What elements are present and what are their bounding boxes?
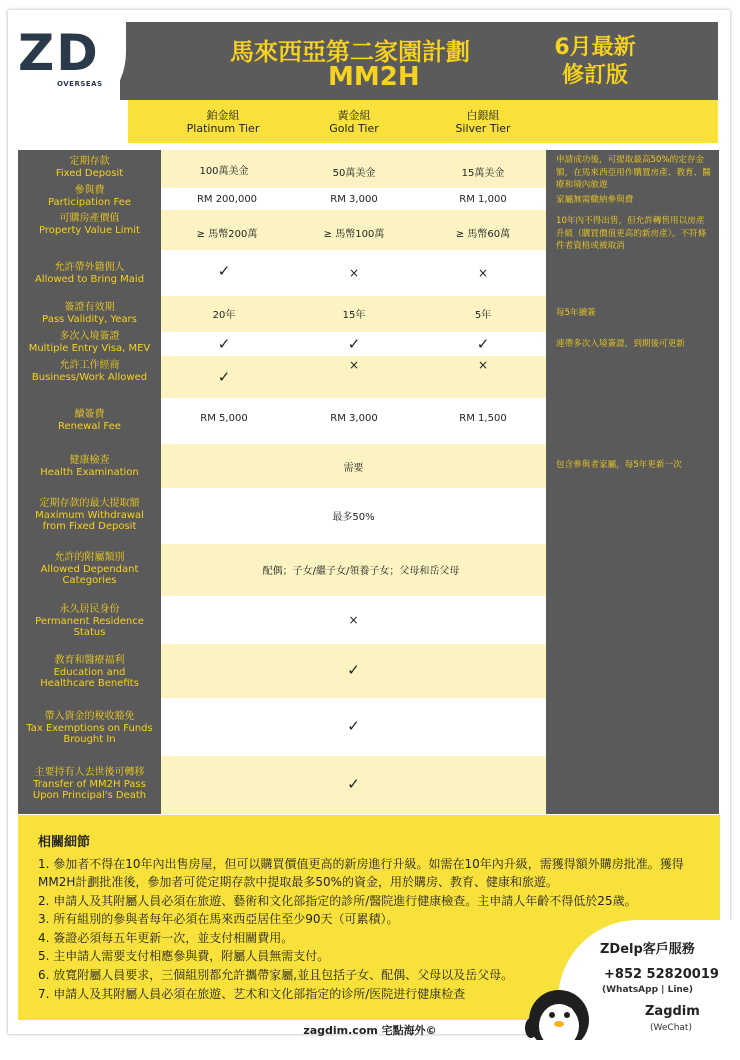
details-item: 6. 放寬附屬人員要求，三個組別都允許攜帶家屬,並且包括子女、配偶、父母以及岳父母。: [38, 968, 514, 982]
service-wechat-id[interactable]: Zagdim: [645, 1004, 700, 1019]
details-item: 5. 主申請人需要支付相應參與費，附屬人員無需支付。: [38, 949, 330, 963]
label-pass-validity: 簽證有效期 Pass Validity, Years: [42, 302, 137, 325]
cell-dependant: 配偶；子女/繼子女/領養子女；父母和岳父母: [262, 566, 460, 577]
tier-silver: 白銀組 Silver Tier: [455, 109, 511, 135]
details-item: 1. 參加者不得在10年內出售房屋，但可以購買價值更高的新房進行升級。如需在10年內升級，需獲得額外購房批准。獲得MM2H計劃批准後，參加者可從定期存款中提取最多50%的資金，用於購房、教育、健康和旅遊。: [38, 857, 684, 889]
label-participation-fee: 參與費 Participation Fee: [47, 185, 132, 208]
label-tax: 帶入資金的稅收豁免 Tax Exemptions on Funds Brought In: [26, 711, 153, 745]
tier-gold: 黃金組 Gold Tier: [329, 109, 379, 135]
cell-fixed-deposit-silver: 15萬美金: [461, 168, 505, 179]
label-maid: 允許帶外籍佣人 Allowed to Bring Maid: [34, 262, 145, 285]
label-mev: 多次入境簽證 Multiple Entry Visa, MEV: [28, 331, 151, 354]
details-item: 7. 申請人及其附屬人員必須在旅遊、艺术和文化部指定的诊所/医院进行健康检查: [38, 987, 466, 1001]
label-health: 健康檢查 Health Examination: [40, 455, 139, 478]
cell-mev-silver: ✓: [476, 335, 490, 353]
cell-pr: ×: [348, 613, 359, 627]
label-business: 允許工作經商 Business/Work Allowed: [31, 360, 148, 383]
cell-renewal-platinum: RM 5,000: [200, 413, 248, 424]
details-title: 相關細節: [38, 835, 91, 850]
service-phone[interactable]: +852 52820019: [604, 967, 719, 982]
cell-participation-gold: RM 3,000: [330, 194, 378, 205]
cell-business-gold: ×: [348, 358, 360, 372]
details-item: 3. 所有組別的參與者每年必須在馬來西亞居住至少90天（可累積）。: [38, 912, 399, 926]
label-withdrawal: 定期存款的最大提取額 Maximum Withdrawal from Fixed Deposit: [35, 498, 144, 532]
cell-renewal-gold: RM 3,000: [330, 413, 378, 424]
label-education: 教育和醫療福利 Education and Healthcare Benefits: [40, 655, 139, 689]
logo-subtitle: OVERSEAS: [57, 80, 103, 88]
cell-maid-platinum: ✓: [217, 262, 231, 280]
note-fixed-deposit: 申請成功後，可提取最高50%的定存金額，在馬來西亞用作購置房產、教育、醫療和境內旅遊: [556, 155, 711, 190]
service-wechat-label: (WeChat): [650, 1023, 692, 1033]
cell-pass-silver: 5年: [474, 310, 492, 321]
label-transfer: 主要持有人去世後可轉移 Transfer of MM2H Pass Upon Principal's Death: [32, 767, 147, 801]
cell-pass-platinum: 20年: [212, 310, 236, 321]
page-subtitle: MM2H: [328, 62, 420, 92]
tier-platinum: 鉑金組 Platinum Tier: [186, 109, 260, 135]
cell-participation-platinum: RM 200,000: [196, 194, 258, 205]
cell-maid-silver: ×: [477, 266, 489, 280]
service-phone-channels: (WhatsApp | Line): [602, 985, 694, 995]
cell-fixed-deposit-gold: 50萬美金: [332, 168, 376, 179]
revision-badge: 6月最新 修訂版: [554, 35, 636, 88]
cell-fixed-deposit-platinum: 100萬美金: [199, 166, 249, 177]
details-item: 4. 簽證必須每五年更新一次，並支付相關費用。: [38, 931, 294, 945]
cell-withdrawal: 最多50%: [332, 512, 375, 523]
cell-property-gold: ≥ 馬幣100萬: [323, 229, 385, 240]
note-mev: 連帶多次入境簽證，到期後可更新: [556, 339, 685, 349]
cell-participation-silver: RM 1,000: [459, 194, 507, 205]
cell-property-silver: ≥ 馬幣60萬: [455, 229, 511, 240]
cell-property-platinum: ≥ 馬幣200萬: [196, 229, 258, 240]
zd-logo: ZD: [18, 24, 100, 82]
cell-pass-gold: 15年: [342, 310, 366, 321]
note-participation: 家屬無需繳納參與費: [556, 195, 634, 205]
cell-mev-platinum: ✓: [217, 335, 231, 353]
note-health: 包含參與者家屬，每5年更新一次: [556, 460, 682, 470]
cell-business-platinum: ✓: [217, 368, 231, 386]
footer-site[interactable]: zagdim.com 宅點海外©: [303, 1024, 437, 1037]
note-property: 10年內不得出售，但允許轉售用以房產升級（購買價值更高的新房產）。不符條件者資格或被取消: [556, 216, 707, 251]
label-property-value: 可購房產價值 Property Value Limit: [39, 213, 140, 236]
label-fixed-deposit: 定期存款 Fixed Deposit: [55, 156, 124, 179]
cell-business-silver: ×: [477, 358, 489, 372]
details-item: 2. 申請人及其附屬人員必須在旅遊、藝術和文化部指定的診所/醫院進行健康檢查。主申請人年齡不得低於25歲。: [38, 894, 637, 908]
service-title: ZDelp客戶服務: [600, 942, 695, 957]
note-pass: 每5年續簽: [556, 308, 596, 318]
label-dependant: 允許的附屬類別 Allowed Dependant Categories: [40, 552, 139, 586]
cell-renewal-silver: RM 1,500: [459, 413, 507, 424]
cell-maid-gold: ×: [348, 266, 360, 280]
cell-tax: ✓: [347, 717, 360, 735]
label-renewal-fee: 續簽費 Renewal Fee: [58, 409, 121, 432]
cell-health: 需要: [343, 463, 364, 474]
label-pr: 永久居民身份 Permanent Residence Status: [35, 604, 144, 638]
cell-mev-gold: ✓: [347, 335, 361, 353]
cell-transfer: ✓: [347, 775, 360, 793]
page-title: 馬來西亞第二家園計劃: [230, 38, 470, 66]
cell-education: ✓: [347, 661, 360, 679]
